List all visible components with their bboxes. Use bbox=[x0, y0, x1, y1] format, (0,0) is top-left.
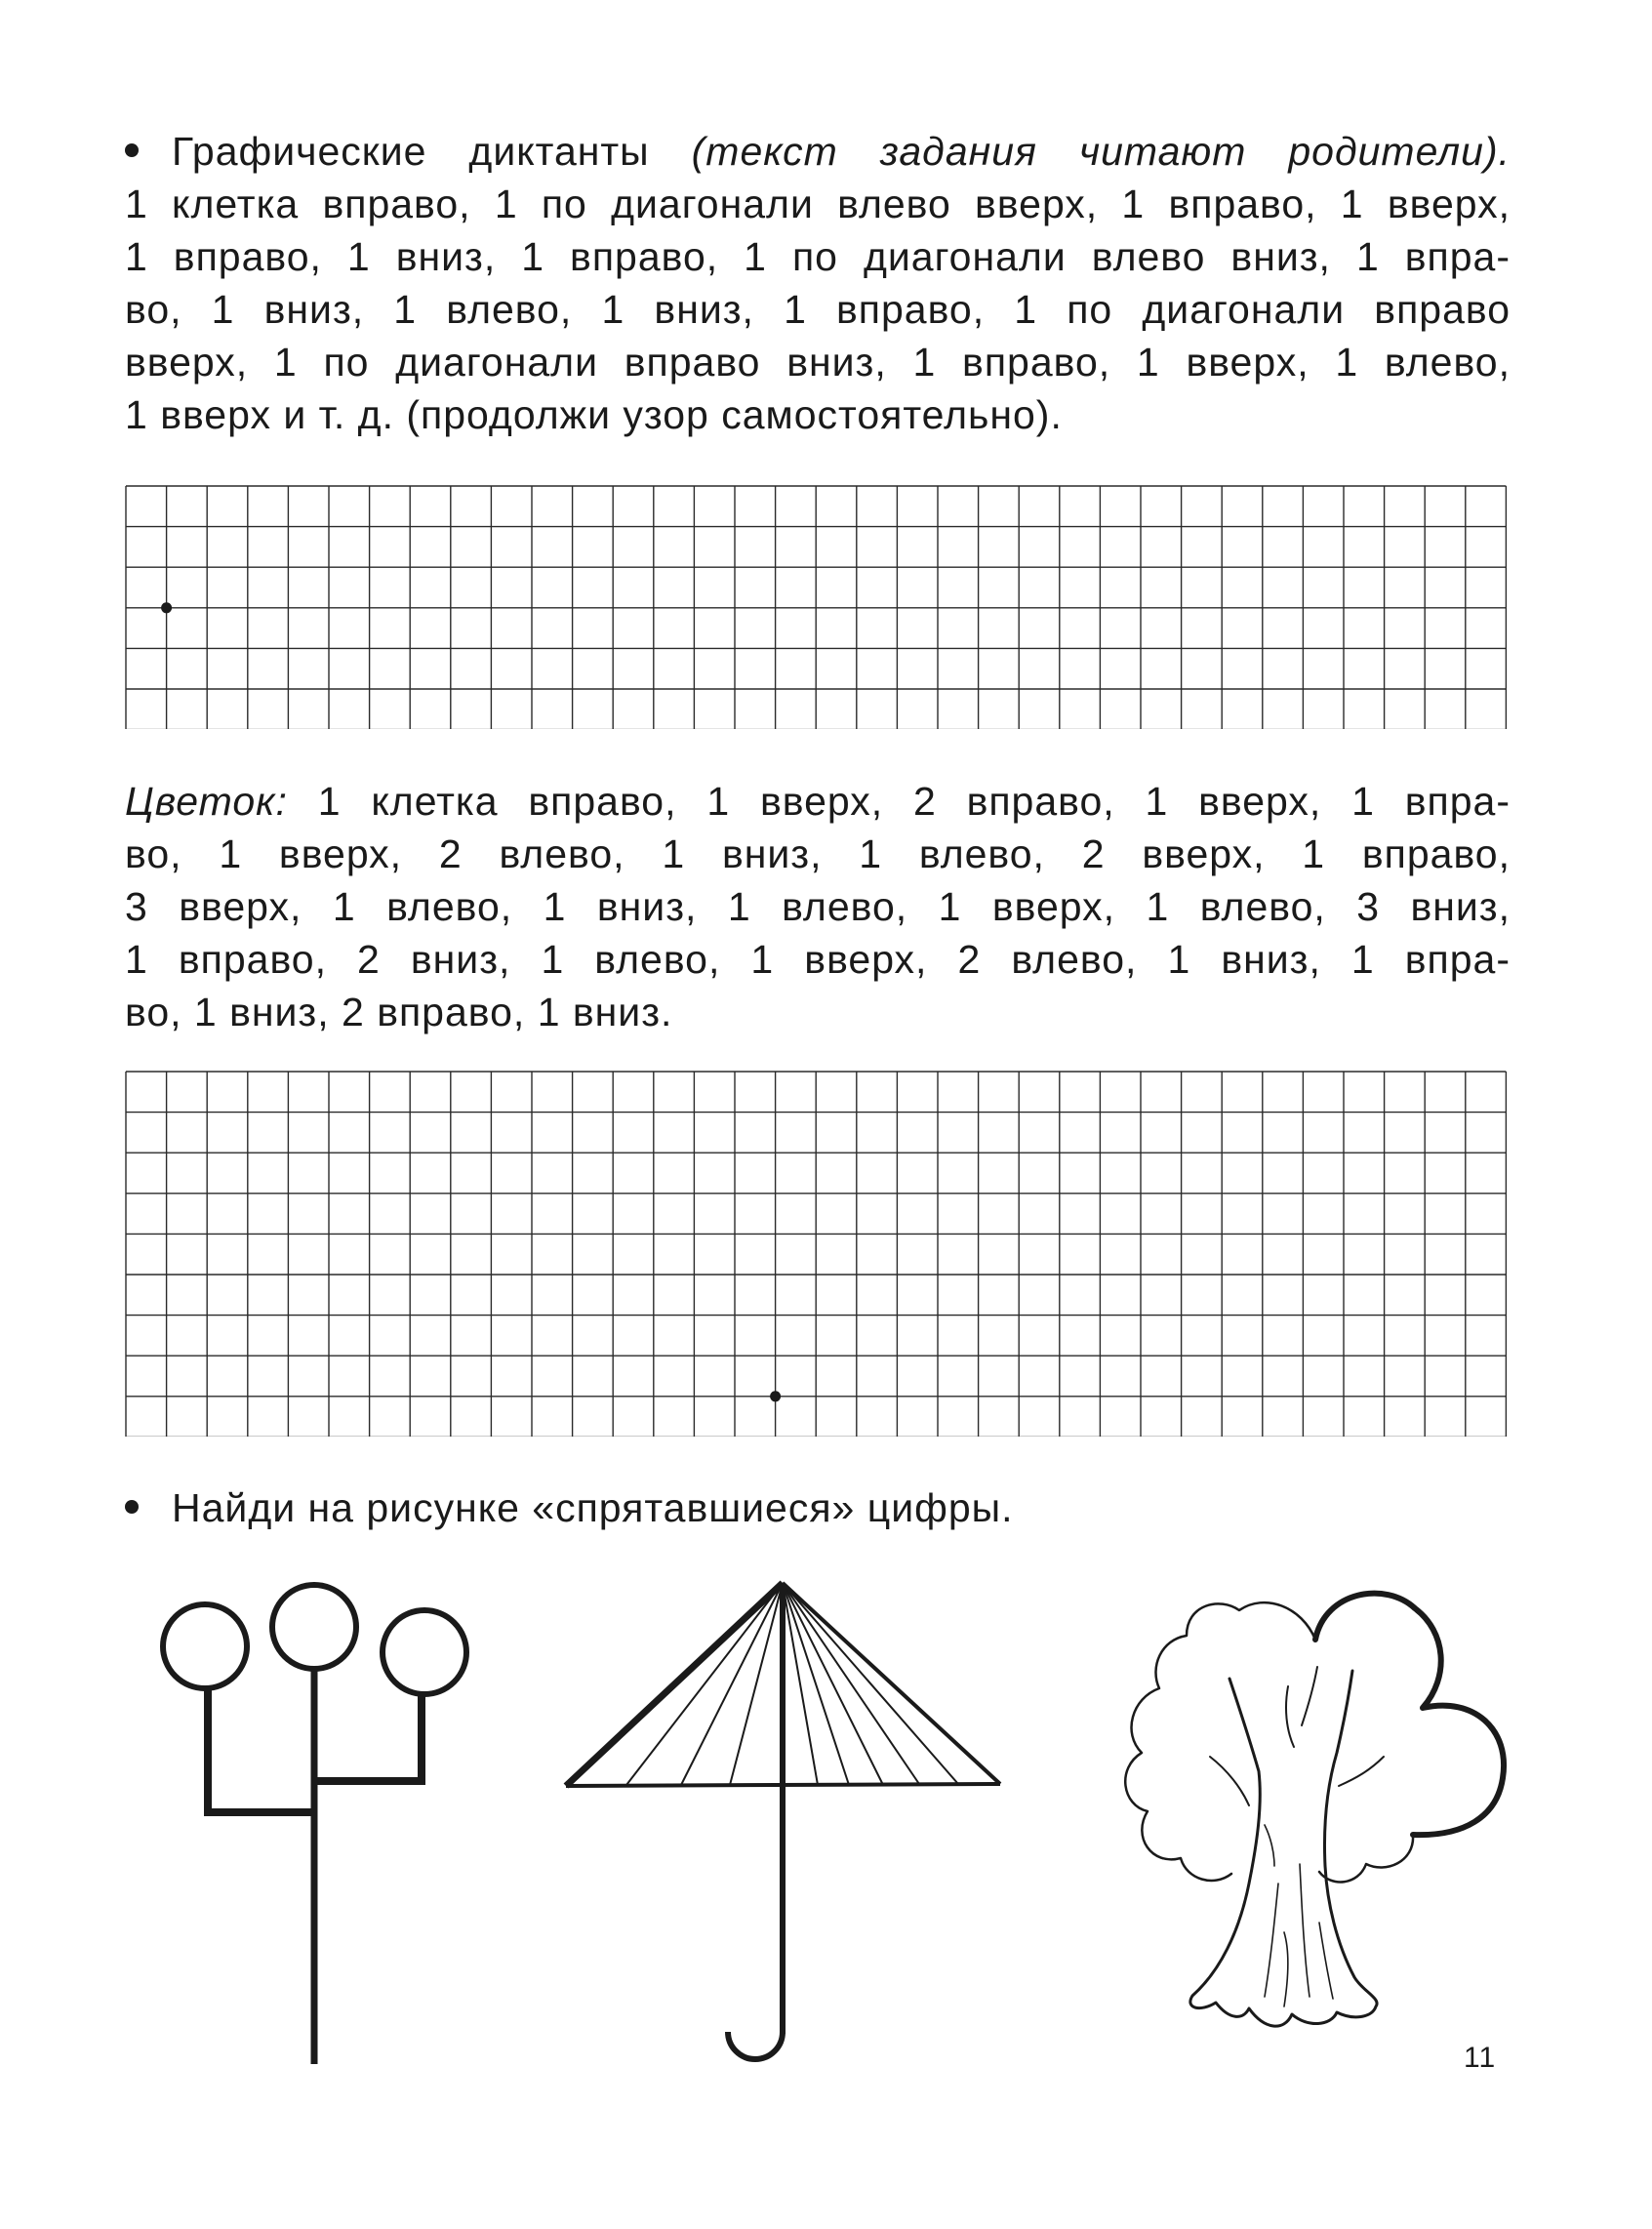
flower-line: 1 клетка вправо, 1 вверх, 2 вправо, 1 вверх, 1 впра- bbox=[317, 779, 1511, 824]
dictation-line: 1 клетка вправо, 1 по диагонали влево вверх, 1 вправо, 1 вверх, bbox=[125, 182, 1511, 226]
dictation-instructions bbox=[125, 125, 1511, 441]
flower-line: 3 вверх, 1 влево, 1 вниз, 1 влево, 1 вверх, 1 влево, 3 вниз, bbox=[125, 884, 1511, 929]
right-branch bbox=[314, 1694, 422, 1781]
dictation-title-note: (текст задания читают родители). bbox=[691, 129, 1511, 174]
pattern-grid[interactable] bbox=[125, 485, 1509, 729]
flower-line: 1 вправо, 2 вниз, 1 влево, 1 вверх, 2 влево, 1 вниз, 1 впра- bbox=[125, 937, 1511, 982]
branch-candelabra-picture bbox=[146, 1566, 478, 2074]
flower-grid[interactable] bbox=[125, 1071, 1509, 1437]
dictation-line: 1 вправо, 1 вниз, 1 вправо, 1 по диагонали влево вниз, 1 впра- bbox=[125, 234, 1511, 279]
start-dot bbox=[770, 1391, 781, 1401]
umbrella-picture bbox=[556, 1573, 1015, 2071]
right-circle bbox=[383, 1610, 466, 1694]
dictation-line: во, 1 вниз, 1 влево, 1 вниз, 1 вправо, 1 по диагонали вправо bbox=[125, 287, 1511, 332]
tree-picture bbox=[1093, 1561, 1512, 2074]
left-circle bbox=[163, 1604, 247, 1688]
umbrella-handle bbox=[728, 2032, 783, 2059]
hidden-digits-text: Найди на рисунке «спрятавшиеся» цифры. bbox=[172, 1485, 1014, 1530]
dictation-line: вверх, 1 по диагонали вправо вниз, 1 вправо, 1 вверх, 1 влево, bbox=[125, 340, 1511, 385]
page-number: 11 bbox=[1464, 2042, 1497, 2074]
dictation-title: Графические диктанты bbox=[172, 129, 650, 174]
middle-circle bbox=[272, 1585, 356, 1669]
dictation-line: 1 вверх и т. д. (продолжи узор самостоятельно). bbox=[125, 392, 1063, 437]
left-branch bbox=[208, 1688, 314, 1812]
flower-line: во, 1 вниз, 2 вправо, 1 вниз. bbox=[125, 990, 673, 1034]
bullet-icon bbox=[125, 143, 139, 157]
flower-line: во, 1 вверх, 2 влево, 1 вниз, 1 влево, 2 вверх, 1 вправо, bbox=[125, 831, 1511, 876]
flower-instructions bbox=[125, 775, 1511, 1038]
bullet-icon bbox=[125, 1500, 139, 1514]
start-dot bbox=[161, 602, 172, 613]
hidden-digits-instruction bbox=[125, 1481, 1511, 1534]
flower-label: Цветок: bbox=[125, 779, 288, 824]
